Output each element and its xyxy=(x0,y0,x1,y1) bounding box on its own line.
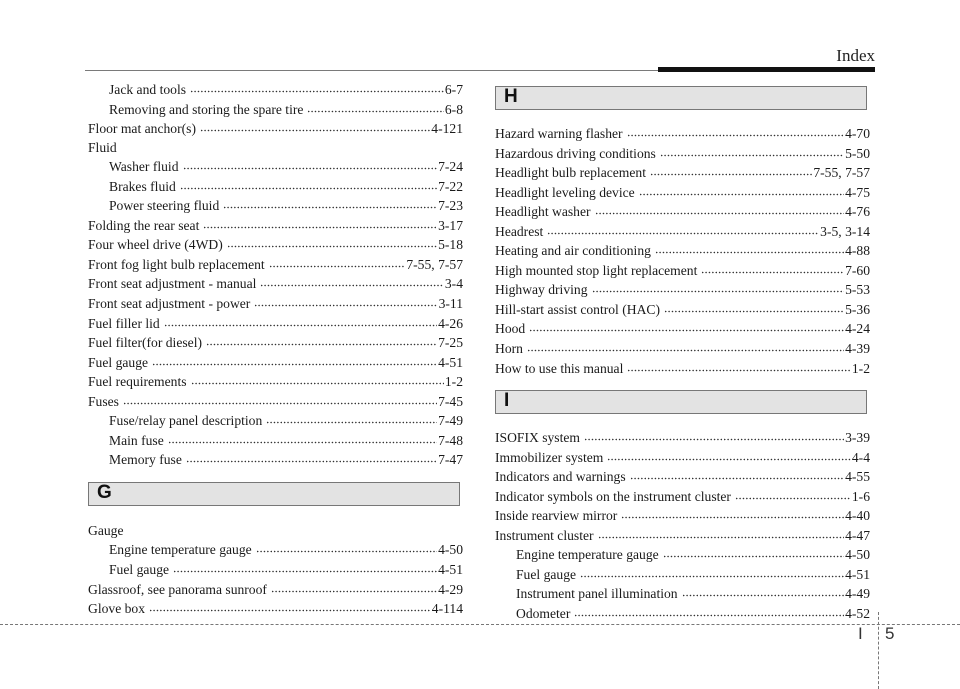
index-entry-page: 6-8 xyxy=(444,101,463,117)
index-entry-leader xyxy=(701,260,844,274)
index-entry-page: 5-18 xyxy=(438,237,463,253)
index-entry-leader xyxy=(223,195,437,209)
index-entry-label: Fuel requirements xyxy=(88,374,187,390)
index-entry xyxy=(495,144,870,164)
index-entry-page: 4-39 xyxy=(845,341,870,357)
index-entry-leader xyxy=(627,358,851,372)
index-entry-page: 3-17 xyxy=(438,217,463,233)
index-entry xyxy=(495,506,870,526)
index-entry xyxy=(495,339,870,359)
entry-list-g xyxy=(88,522,463,619)
index-entry xyxy=(495,604,870,624)
index-entry-label: Glassroof, see panorama sunroof xyxy=(88,581,267,597)
section-header-h xyxy=(495,86,867,110)
section-header-g xyxy=(88,482,460,506)
index-entry-page: 4-50 xyxy=(845,547,870,563)
index-entry-page: 4-52 xyxy=(845,606,870,622)
index-entry-leader xyxy=(735,486,851,500)
index-entry-label: Hazardous driving conditions xyxy=(495,145,656,161)
index-entry-leader xyxy=(621,505,844,519)
index-entry-label: Front seat adjustment - power xyxy=(88,296,251,312)
footer-page-number: 5 xyxy=(885,624,895,643)
index-entry-leader xyxy=(574,603,844,617)
index-entry-label: Jack and tools xyxy=(109,82,187,97)
index-entry-leader xyxy=(164,313,437,327)
index-entry-label: Engine temperature gauge xyxy=(516,547,659,563)
index-entry-label: ISOFIX system xyxy=(495,430,580,446)
index-entry-label: Instrument panel illumination xyxy=(516,586,678,602)
index-entry xyxy=(495,448,870,468)
index-entry-leader xyxy=(256,539,437,553)
index-entry-label: Headrest xyxy=(495,223,544,239)
footer-dashed-divider xyxy=(878,612,879,689)
index-entry-page: 4-50 xyxy=(438,542,463,558)
index-entry-page: 3-5, 3-14 xyxy=(820,223,870,239)
index-entry-label: Memory fuse xyxy=(109,452,182,468)
index-entry xyxy=(88,560,463,580)
index-entry xyxy=(88,450,463,470)
index-entry-leader xyxy=(598,525,845,539)
index-entry-leader xyxy=(607,447,851,461)
index-entry-page: 4-51 xyxy=(438,562,463,578)
index-entry xyxy=(495,319,870,339)
index-entry-leader xyxy=(639,182,844,196)
index-entry xyxy=(495,428,870,448)
index-entry-label: Fuel gauge xyxy=(516,566,577,582)
index-entry-leader xyxy=(200,118,430,132)
index-entry-page: 4-26 xyxy=(438,315,463,331)
page-header-title: Index xyxy=(836,46,875,65)
index-entry xyxy=(88,294,463,314)
index-entry-page: 4-51 xyxy=(845,566,870,582)
footer-section-letter: I xyxy=(858,624,863,643)
entry-list-i xyxy=(495,428,870,623)
index-entry-page: 7-24 xyxy=(438,159,463,175)
index-entry-leader xyxy=(663,544,844,558)
index-entry xyxy=(88,274,463,294)
index-entry-leader xyxy=(191,371,444,385)
index-entry xyxy=(495,526,870,546)
index-entry-leader xyxy=(203,215,437,229)
index-entry-label: Heating and air conditioning xyxy=(495,243,651,259)
index-entry xyxy=(495,202,870,222)
index-entry xyxy=(88,540,463,560)
index-entry-leader xyxy=(630,466,844,480)
index-entry xyxy=(88,314,463,334)
index-entry-label: Floor mat anchor(s) xyxy=(88,121,196,137)
index-entry-label: Immobilizer system xyxy=(495,449,604,465)
index-entry-leader xyxy=(186,449,437,463)
index-entry-page: 4-70 xyxy=(845,126,870,141)
index-entry-page: 4-121 xyxy=(431,121,463,137)
index-entry-label: Removing and storing the spare tire xyxy=(109,101,304,117)
entry-list-h xyxy=(495,124,870,378)
index-entry xyxy=(495,545,870,565)
index-entry-leader xyxy=(547,221,819,235)
index-entry xyxy=(495,280,870,300)
index-entry-page: 3-11 xyxy=(438,296,463,312)
index-entry-leader xyxy=(650,162,812,176)
index-entry xyxy=(88,157,463,177)
index-entry-page: 7-45 xyxy=(438,393,463,409)
index-entry-label: Inside rearview mirror xyxy=(495,508,618,524)
index-entry-label: Hood xyxy=(495,321,526,337)
index-entry-leader xyxy=(123,391,437,405)
index-entry xyxy=(495,241,870,261)
index-entry-leader xyxy=(592,279,845,293)
index-entry-label: Hill-start assist control (HAC) xyxy=(495,301,660,317)
index-entry xyxy=(495,565,870,585)
index-entry xyxy=(88,372,463,392)
index-entry-page: 4-40 xyxy=(845,508,870,524)
index-entry-label: Fuel filler lid xyxy=(88,315,160,331)
index-entry-label: Folding the rear seat xyxy=(88,217,200,233)
index-entry-label: Instrument cluster xyxy=(495,527,594,543)
index-entry-page: 5-53 xyxy=(845,282,870,298)
index-entry-page: 4-76 xyxy=(845,204,870,220)
index-entry-leader xyxy=(180,176,437,190)
index-entry-label: Power steering fluid xyxy=(109,198,220,214)
index-entry-page: 4-4 xyxy=(851,449,870,465)
index-entry xyxy=(88,177,463,197)
index-entry-leader xyxy=(183,156,438,170)
index-entry-leader xyxy=(227,234,437,248)
index-entry-page: 4-24 xyxy=(845,321,870,337)
index-entry xyxy=(495,584,870,604)
index-entry xyxy=(495,183,870,203)
index-entry-leader xyxy=(529,318,844,332)
section-letter-h: H xyxy=(504,86,518,107)
index-entry-label: Highway driving xyxy=(495,282,588,298)
index-entry xyxy=(495,467,870,487)
index-entry xyxy=(495,124,870,144)
index-entry xyxy=(88,431,463,451)
entry-list-f xyxy=(88,80,463,470)
index-entry-leader xyxy=(260,273,443,287)
index-entry-leader xyxy=(168,430,437,444)
index-entry-leader xyxy=(655,240,844,254)
index-entry-label: Headlight washer xyxy=(495,204,591,220)
index-entry-page: 7-22 xyxy=(438,178,463,194)
index-entry-page: 4-47 xyxy=(845,527,870,543)
index-entry-page: 1-2 xyxy=(444,374,463,390)
section-letter-g: G xyxy=(97,481,112,503)
index-entry-label: Brakes fluid xyxy=(109,178,176,194)
index-entry-page: 4-55 xyxy=(845,469,870,485)
index-entry xyxy=(88,580,463,600)
index-entry xyxy=(495,359,870,379)
index-entry-page: 1-6 xyxy=(851,488,870,504)
index-entry-label: Engine temperature gauge xyxy=(109,542,252,558)
index-entry-label: Fuses xyxy=(88,393,119,409)
index-entry-page: 7-55, 7-57 xyxy=(406,256,463,272)
index-entry-label: Fuel filter(for diesel) xyxy=(88,335,202,351)
index-entry-label: Indicator symbols on the instrument cluster xyxy=(495,488,731,504)
index-entry-page: 4-88 xyxy=(845,243,870,259)
index-entry-label: Fuel gauge xyxy=(88,354,149,370)
index-entry xyxy=(495,261,870,281)
index-entry-label: Main fuse xyxy=(109,432,164,448)
index-entry-label: Washer fluid xyxy=(109,159,179,175)
index-entry-label: Fuse/relay panel description xyxy=(109,413,263,429)
index-entry xyxy=(88,522,463,541)
index-entry xyxy=(88,80,463,100)
index-entry xyxy=(495,300,870,320)
index-entry xyxy=(88,100,463,120)
index-entry xyxy=(88,139,463,158)
index-entry-leader xyxy=(271,579,437,593)
index-entry-page: 3-4 xyxy=(444,276,463,292)
index-entry-label: Fuel gauge xyxy=(109,562,170,578)
index-entry-page: 4-75 xyxy=(845,184,870,200)
index-entry xyxy=(88,255,463,275)
index-entry-page: 3-39 xyxy=(845,430,870,446)
index-column-right xyxy=(495,86,870,624)
index-entry-label: Horn xyxy=(495,341,523,357)
index-entry-leader xyxy=(580,564,844,578)
index-entry xyxy=(88,333,463,353)
index-entry xyxy=(88,599,463,619)
index-entry xyxy=(495,163,870,183)
index-entry-leader xyxy=(266,410,437,424)
index-entry-label: Fluid xyxy=(88,139,117,155)
index-entry-leader xyxy=(173,559,437,573)
index-entry-page: 5-50 xyxy=(845,145,870,161)
index-entry-label: Headlight leveling device xyxy=(495,184,635,200)
index-entry-page: 4-49 xyxy=(845,586,870,602)
index-entry-leader xyxy=(584,427,844,441)
index-entry-page: 5-36 xyxy=(845,301,870,317)
index-entry-label: How to use this manual xyxy=(495,360,624,376)
index-entry-page: 4-29 xyxy=(438,581,463,597)
index-entry-leader xyxy=(664,299,844,313)
index-entry-page: 7-60 xyxy=(845,262,870,278)
footer-dashed-rule xyxy=(0,624,960,625)
index-entry-page: 7-23 xyxy=(438,198,463,214)
index-entry xyxy=(88,235,463,255)
index-column-left xyxy=(88,80,463,619)
index-entry-page: 7-55, 7-57 xyxy=(813,165,870,181)
index-entry xyxy=(88,196,463,216)
index-entry xyxy=(88,411,463,431)
index-entry xyxy=(88,216,463,236)
index-entry-leader xyxy=(206,332,437,346)
index-entry-leader xyxy=(682,583,844,597)
index-entry-page: 7-49 xyxy=(438,413,463,429)
index-entry xyxy=(88,353,463,373)
index-entry-leader xyxy=(595,201,845,215)
index-entry xyxy=(88,119,463,139)
index-entry xyxy=(495,487,870,507)
index-entry-page: 6-7 xyxy=(444,82,463,97)
index-entry-label: High mounted stop light replacement xyxy=(495,262,698,278)
index-entry-label: Headlight bulb replacement xyxy=(495,165,646,181)
index-entry-label: Front fog light bulb replacement xyxy=(88,256,265,272)
index-entry-leader xyxy=(149,598,431,612)
index-entry-leader xyxy=(190,79,444,93)
index-entry-leader xyxy=(269,254,406,268)
index-entry-leader xyxy=(627,123,845,137)
index-entry-label: Odometer xyxy=(516,606,571,622)
header-rule-accent xyxy=(658,67,875,72)
index-entry-page: 4-114 xyxy=(431,601,463,617)
index-entry-leader xyxy=(254,293,437,307)
index-entry-page: 7-47 xyxy=(438,452,463,468)
index-entry-page: 7-48 xyxy=(438,432,463,448)
index-entry xyxy=(495,222,870,242)
index-entry-label: Indicators and warnings xyxy=(495,469,626,485)
index-entry-page: 1-2 xyxy=(851,360,870,376)
section-header-i xyxy=(495,390,867,414)
index-entry-page: 7-25 xyxy=(438,335,463,351)
section-letter-i: I xyxy=(504,390,510,412)
index-entry-label: Hazard warning flasher xyxy=(495,126,623,141)
index-entry-leader xyxy=(660,143,844,157)
index-entry-label: Front seat adjustment - manual xyxy=(88,276,257,292)
index-entry-leader xyxy=(527,338,844,352)
index-entry xyxy=(88,392,463,412)
index-entry-label: Four wheel drive (4WD) xyxy=(88,237,223,253)
index-entry-leader xyxy=(307,99,443,113)
index-entry-label: Gauge xyxy=(88,522,124,538)
index-entry-label: Glove box xyxy=(88,601,146,617)
index-entry-leader xyxy=(152,352,437,366)
index-entry-page: 4-51 xyxy=(438,354,463,370)
